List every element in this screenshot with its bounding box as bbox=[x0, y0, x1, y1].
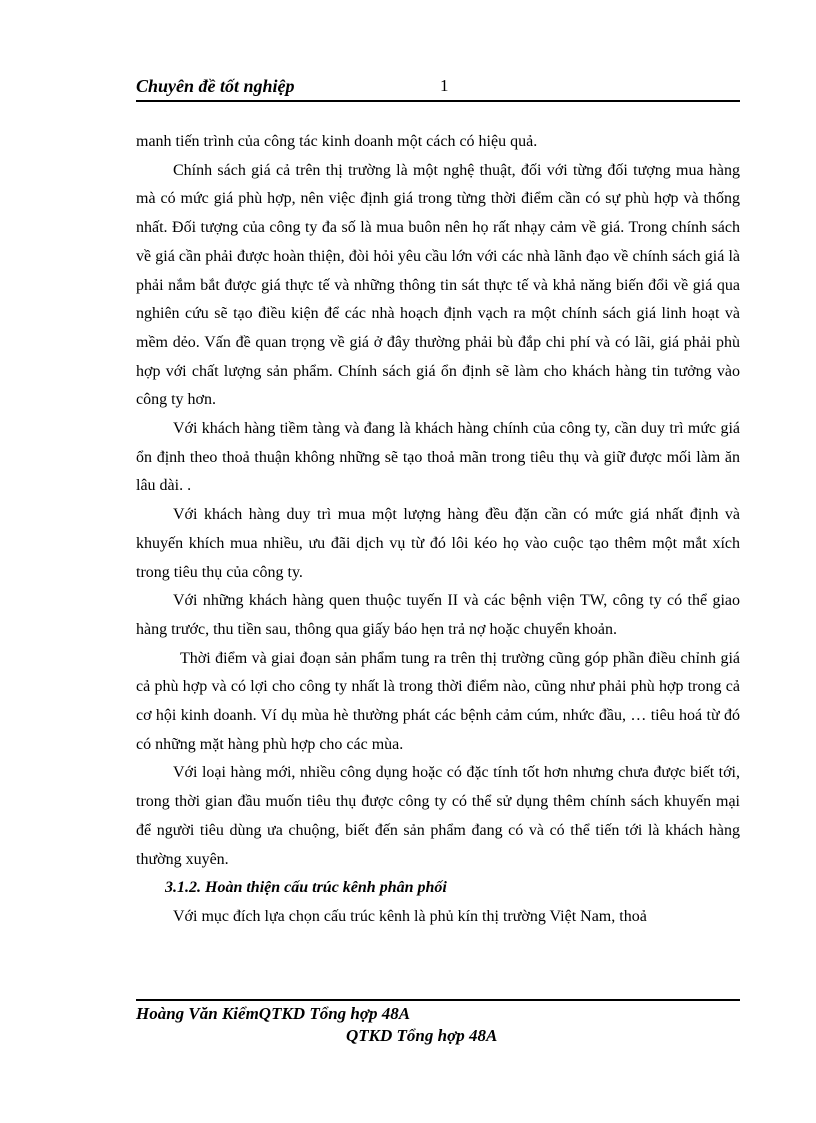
paragraph-continuation: manh tiến trình của công tác kinh doanh một cách có hiệu quả. bbox=[136, 133, 538, 150]
paragraph-distribution: Với mục đích lựa chọn cấu trúc kênh là phủ kín thị trường Việt Nam, thoả bbox=[173, 907, 647, 925]
page-number: 1 bbox=[440, 76, 449, 95]
page-header bbox=[136, 74, 740, 102]
footer-class: QTKD Tổng hợp 48A bbox=[346, 1026, 498, 1045]
body-text bbox=[136, 128, 740, 932]
paragraph-regular-customers: Với khách hàng duy trì mua một lượng hàng đều đặn cần có mức giá nhất định và khuyến khích mua nhiều, ưu đãi dịch vụ từ đó lôi kéo họ vào cuộc tạo thêm một mắt xích trong tiêu thụ của công ty. bbox=[136, 506, 740, 581]
document-title: Chuyên đề tốt nghiệp bbox=[136, 76, 295, 96]
section-heading: 3.1.2. Hoàn thiện cấu trúc kênh phân phối bbox=[165, 879, 447, 897]
paragraph-hospital-customers: Với những khách hàng quen thuộc tuyến II và các bệnh viện TW, công ty có thể giao hàng trước, thu tiền sau, thông qua giấy báo hẹn trả nợ hoặc chuyển khoản. bbox=[136, 592, 740, 638]
paragraph-new-products: Với loại hàng mới, nhiều công dụng hoặc có đặc tính tốt hơn nhưng chưa được biết tới, trong thời gian đầu muốn tiêu thụ được công ty có thể sử dụng thêm chính sách khuyến mại để người tiêu dùng ưa chuộng, biết đến sản phẩm đang có và có thể tiến tới là khách hàng thường xuyên. bbox=[136, 764, 740, 868]
paragraph-pricing-policy: Chính sách giá cả trên thị trường là một nghệ thuật, đối với từng đối tượng mua hàng mà có mức giá phù hợp, nên việc định giá trong từng thời điểm cần có sự phù hợp và thống nhất. Đối tượng của công ty đa số là mua buôn nên họ rất nhạy cảm về giá. Trong chính sách về giá cần phải được hoàn thiện, đòi hỏi yêu cầu lớn với các nhà lãnh đạo về chính sách giá là phải nắm bắt được giá thực tế và những thông tin sát thực tế và khả năng biến đổi về giá qua nghiên cứu sẽ tạo điều kiện để các nhà hoạch định vạch ra một chính sách giá linh hoạt và mềm dẻo. Vấn đề quan trọng về giá ở đây thường phải bù đắp chi phí và có lãi, giá phải phù hợp với chất lượng sản phẩm. Chính sách giá ổn định sẽ làm cho khách hàng tin tưởng vào công ty hơn. bbox=[136, 161, 740, 409]
paragraph-potential-customers: Với khách hàng tiềm tàng và đang là khách hàng chính của công ty, cần duy trì mức giá ổn định theo thoả thuận không những sẽ tạo thoả mãn trong tiêu thụ và giữ được mối làm ăn lâu dài. . bbox=[136, 420, 740, 495]
footer-divider bbox=[136, 999, 740, 1001]
footer-author: Hoàng Văn KiểmQTKD Tổng hợp 48A bbox=[136, 1004, 411, 1023]
paragraph-timing: Thời điểm và giai đoạn sản phẩm tung ra trên thị trường cũng góp phần điều chỉnh giá cả phù hợp và có lợi cho công ty nhất là trong thời điểm nào, cũng như phải phù hợp trong cả cơ hội kinh doanh. Ví dụ mùa hè thường phát các bệnh cảm cúm, nhức đầu, … tiêu hoá từ đó có những mặt hàng phù hợp cho các mùa. bbox=[136, 649, 740, 753]
